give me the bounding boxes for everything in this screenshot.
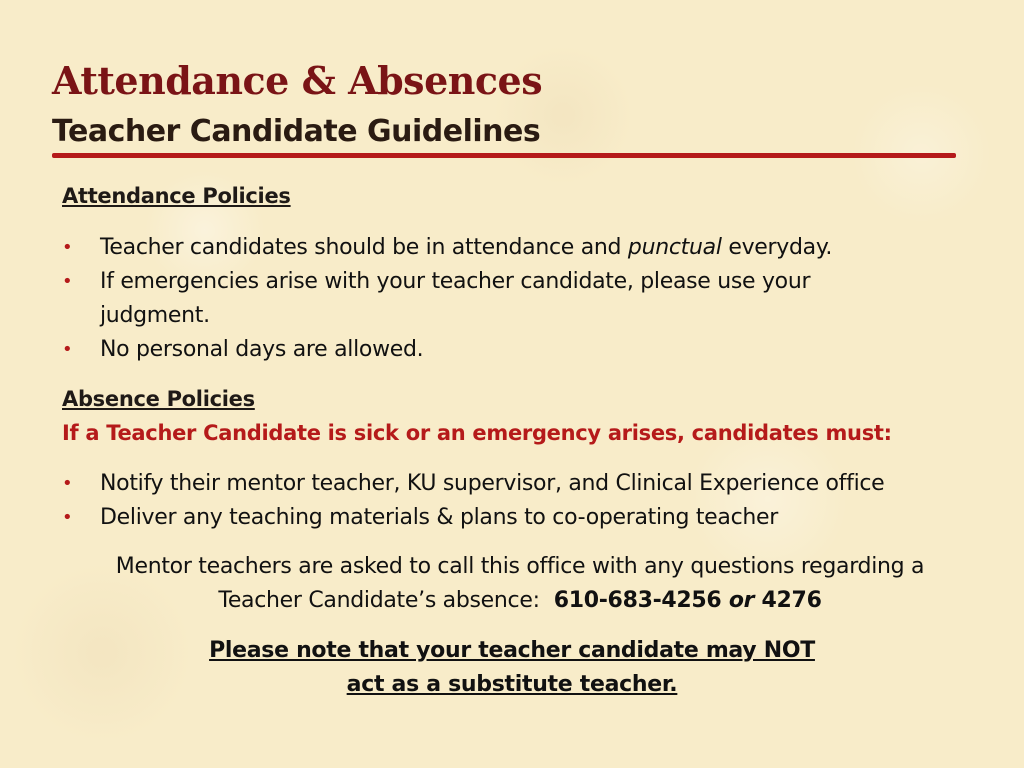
phone-number: 610-683-4256	[553, 588, 722, 613]
attendance-policies-heading: Attendance Policies	[62, 184, 291, 208]
slide-subtitle: Teacher Candidate Guidelines	[52, 114, 541, 149]
bullet-text: judgment.	[100, 303, 210, 328]
attendance-bullet-list	[62, 231, 832, 367]
absence-bullet-list	[62, 467, 884, 535]
bullet-icon: •	[62, 237, 73, 258]
list-item	[62, 333, 832, 367]
bullet-text: No personal days are allowed.	[100, 337, 424, 362]
slide-title: Attendance & Absences	[52, 58, 543, 103]
bullet-text: Notify their mentor teacher, KU supervisor, and Clinical Experience office	[100, 471, 885, 496]
contact-line-2: Teacher Candidate’s absence:	[218, 588, 540, 613]
title-divider	[52, 153, 956, 158]
bullet-text: Deliver any teaching materials & plans to co-operating teacher	[100, 505, 778, 530]
bullet-icon: •	[62, 271, 73, 292]
bullet-text: If emergencies arise with your teacher candidate, please use your	[100, 269, 811, 294]
substitute-note	[112, 634, 912, 702]
phone-extension: 4276	[761, 588, 822, 613]
bullet-icon: •	[62, 473, 73, 494]
contact-line-1: Mentor teachers are asked to call this office with any questions regarding a	[115, 554, 925, 579]
phone-or: or	[728, 588, 755, 613]
contact-phone	[554, 588, 822, 613]
bullet-icon: •	[62, 507, 73, 528]
note-line-2: act as a substitute teacher.	[346, 672, 678, 697]
bullet-icon: •	[62, 339, 73, 360]
contact-paragraph	[40, 550, 1000, 618]
absence-condition: If a Teacher Candidate is sick or an emergency arises, candidates must:	[62, 421, 892, 445]
list-item	[62, 501, 884, 535]
bullet-text: everyday.	[721, 235, 833, 260]
note-line-1: Please note that your teacher candidate may NOT	[209, 638, 815, 663]
list-item	[62, 265, 832, 333]
absence-policies-heading: Absence Policies	[62, 387, 255, 411]
bullet-emphasis: punctual	[627, 235, 722, 260]
list-item	[62, 467, 884, 501]
list-item	[62, 231, 832, 265]
bullet-text: Teacher candidates should be in attendance and	[100, 235, 628, 260]
